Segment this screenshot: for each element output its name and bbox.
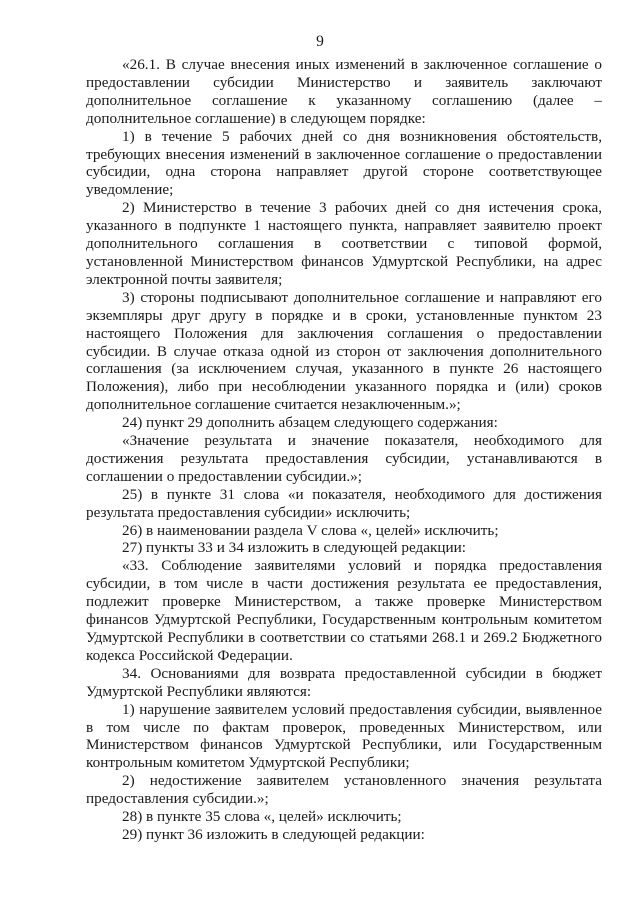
page-number: 9 (316, 33, 324, 50)
paragraph-26: 26) в наименовании раздела V слова «, целей» исключить; (122, 521, 499, 539)
paragraph-item-3: 3) стороны подписывают дополнительное соглашение и направляют его экземпляры друг другу в порядке и в сроки, установленные пунктом 23 настоящего Положения для заключения соглашения о предоставлении субсидии. В случае отказа одной из сторон от заключения дополнительного соглашения (за исключением случая, указанного в пункте 26 настоящего Положения), либо при несоблюдении указанного порядка и (или) сроков дополнительное соглашение считается незаключенным.»; (86, 288, 602, 414)
paragraph-25: 25) в пункте 31 слова «и показателя, необходимого для достижения результата предоставления субсидии» исключить; (86, 485, 602, 521)
paragraph-28: 28) в пункте 35 слова «, целей» исключить; (122, 808, 402, 826)
paragraph-24: 24) пункт 29 дополнить абзацем следующего содержания: (122, 414, 498, 432)
paragraph-34-item-2: 2) недостижение заявителем установленного значения результата предоставления субсидии.»; (86, 772, 602, 808)
paragraph-item-2: 2) Министерство в течение 3 рабочих дней со дня истечения срока, указанного в подпункте 1 настоящего пункта, направляет заявителю проект дополнительного соглашения в соответствии с типовой формой, установленной Министерством финансов Удмуртской Республики, на адрес электронной почты заявителя; (86, 199, 602, 288)
paragraph-33: «33. Соблюдение заявителями условий и порядка предоставления субсидии, в том числе в части достижения результата ее предоставления, подлежит проверке Министерством, а также проверке Министерством финансов Удмуртской Республики, Государственным контрольным комитетом Удмуртской Республики в соответствии со статьями 268.1 и 269.2 Бюджетного кодекса Российской Федерации. (86, 557, 602, 664)
paragraph-34: 34. Основаниями для возврата предоставленной субсидии в бюджет Удмуртской Республики являются: (86, 664, 602, 700)
paragraph-27: 27) пункты 33 и 34 изложить в следующей редакции: (122, 539, 466, 557)
paragraph-item-1: 1) в течение 5 рабочих дней со дня возникновения обстоятельств, требующих внесения изменений в заключенное соглашение о предоставлении субсидии, одна сторона направляет другой стороне соответствующее уведомление; (86, 127, 602, 199)
paragraph-26-1: «26.1. В случае внесения иных изменений в заключенное соглашение о предоставлении субсидии Министерство и заявитель заключают дополнительное соглашение к указанному соглашению (далее – дополнительное соглашение) в следующем порядке: (86, 56, 602, 127)
paragraph-29: 29) пункт 36 изложить в следующей редакции: (122, 825, 425, 843)
paragraph-34-item-1: 1) нарушение заявителем условий предоставления субсидии, выявленное в том числе по фактам проверок, проведенных Министерством, или Министерством финансов Удмуртской Республики, или Государственным контрольным комитетом Удмуртской Республики; (86, 700, 602, 772)
document-body (86, 56, 602, 844)
paragraph-result-value: «Значение результата и значение показателя, необходимого для достижения результата предоставления субсидии, устанавливаются в соглашении о предоставлении субсидии.»; (86, 432, 602, 485)
